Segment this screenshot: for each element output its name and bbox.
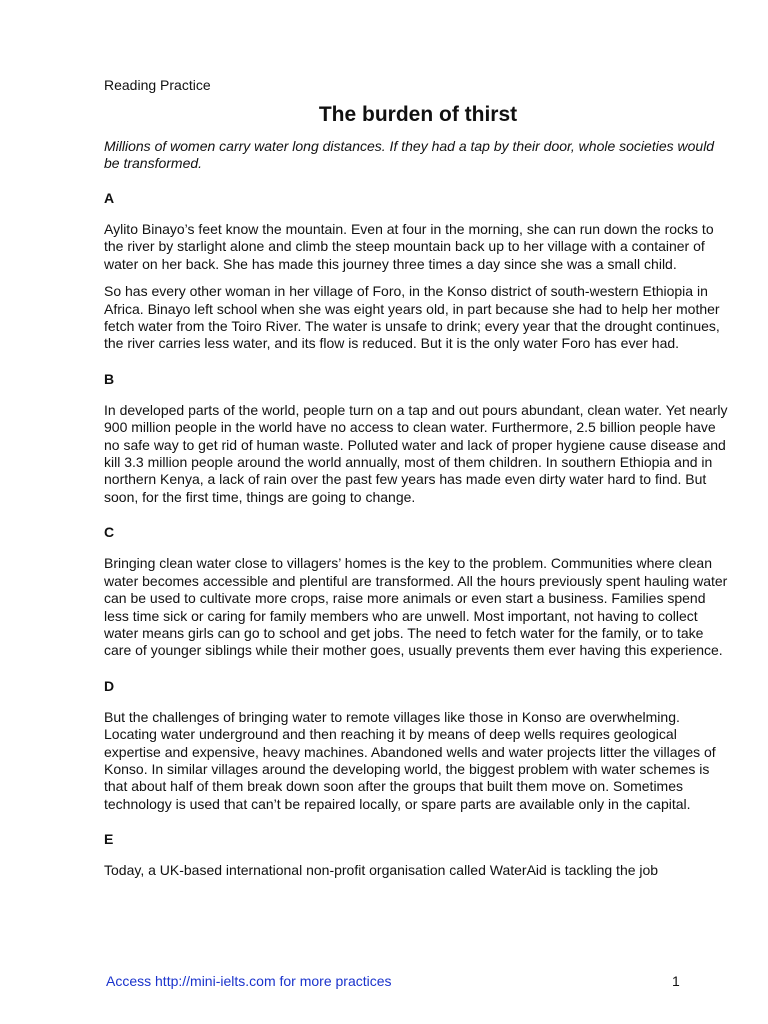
page-number: 1 <box>672 973 680 989</box>
paragraph: Today, a UK-based international non-profit organisation called WaterAid is tackling the job <box>104 862 659 879</box>
document-page <box>104 76 732 880</box>
page-title: The burden of thirst <box>318 103 518 126</box>
section-b <box>104 371 732 506</box>
section-c <box>104 524 732 659</box>
paragraph: So has every other woman in her village of Foro, in the Konso district of south-western Ethiopia in Africa. Binayo left school when she was eight years old, in part because she had to help her mother fetch water from the Toiro River. The water is unsafe to drink; every year that the drought continues, the river carries less water, and its flow is reduced. But it is the only water Foro has ever had. <box>104 283 720 352</box>
section-letter: B <box>104 370 115 387</box>
section-letter: C <box>104 524 115 541</box>
article-subtitle: Millions of women carry water long distances. If they had a tap by their door, whole societies would be transformed. <box>104 138 715 171</box>
section-a <box>104 190 732 353</box>
footer-link[interactable]: Access http://mini-ielts.com for more practices <box>106 973 392 989</box>
paragraph: Aylito Binayo’s feet know the mountain. Even at four in the morning, she can run down the rocks to the river by starlight alone and climb the steep mountain back up to her village with a container of water on her back. She has made this journey three times a day since she was a small child. <box>104 221 714 272</box>
section-e <box>104 831 732 879</box>
paragraph: In developed parts of the world, people turn on a tap and out pours abundant, clean water. Yet nearly 900 million people in the world have no access to clean water. Furthermore, 2.5 billion people have no safe way to get rid of human waste. Polluted water and lack of proper hygiene cause disease and kill 3.3 million people around the world annually, most of them children. In southern Ethiopia and in northern Kenya, a lack of rain over the past few years has made even dirty water hard to find. But soon, for the first time, things are going to change. <box>104 401 728 505</box>
section-letter: E <box>104 831 114 848</box>
header-label: Reading Practice <box>104 77 211 93</box>
section-d <box>104 678 732 813</box>
section-letter: A <box>104 190 115 206</box>
paragraph: Bringing clean water close to villagers’ homes is the key to the problem. Communities where clean water becomes accessible and plentiful are transformed. All the hours previously spent hauling water can be used to cultivate more crops, raise more animals or even start a business. Families spend less time sick or caring for family members who are unwell. Most important, not having to collect water means girls can go to school and get jobs. The need to fetch water for the family, or to take care of younger siblings while their mother goes, usually prevents them ever having this experience. <box>104 555 728 659</box>
footer <box>106 972 686 990</box>
paragraph: But the challenges of bringing water to remote villages like those in Konso are overwhelming. Locating water underground and then reaching it by means of deep wells requires geological expertise and expensive, heavy machines. Abandoned wells and water projects litter the villages of Konso. In similar villages around the developing world, the biggest problem with water schemes is that about half of them break down soon after the groups that built them move on. Sometimes technology is used that can’t be repaired locally, or spare parts are available only in the capital. <box>104 708 716 812</box>
section-letter: D <box>104 677 115 694</box>
